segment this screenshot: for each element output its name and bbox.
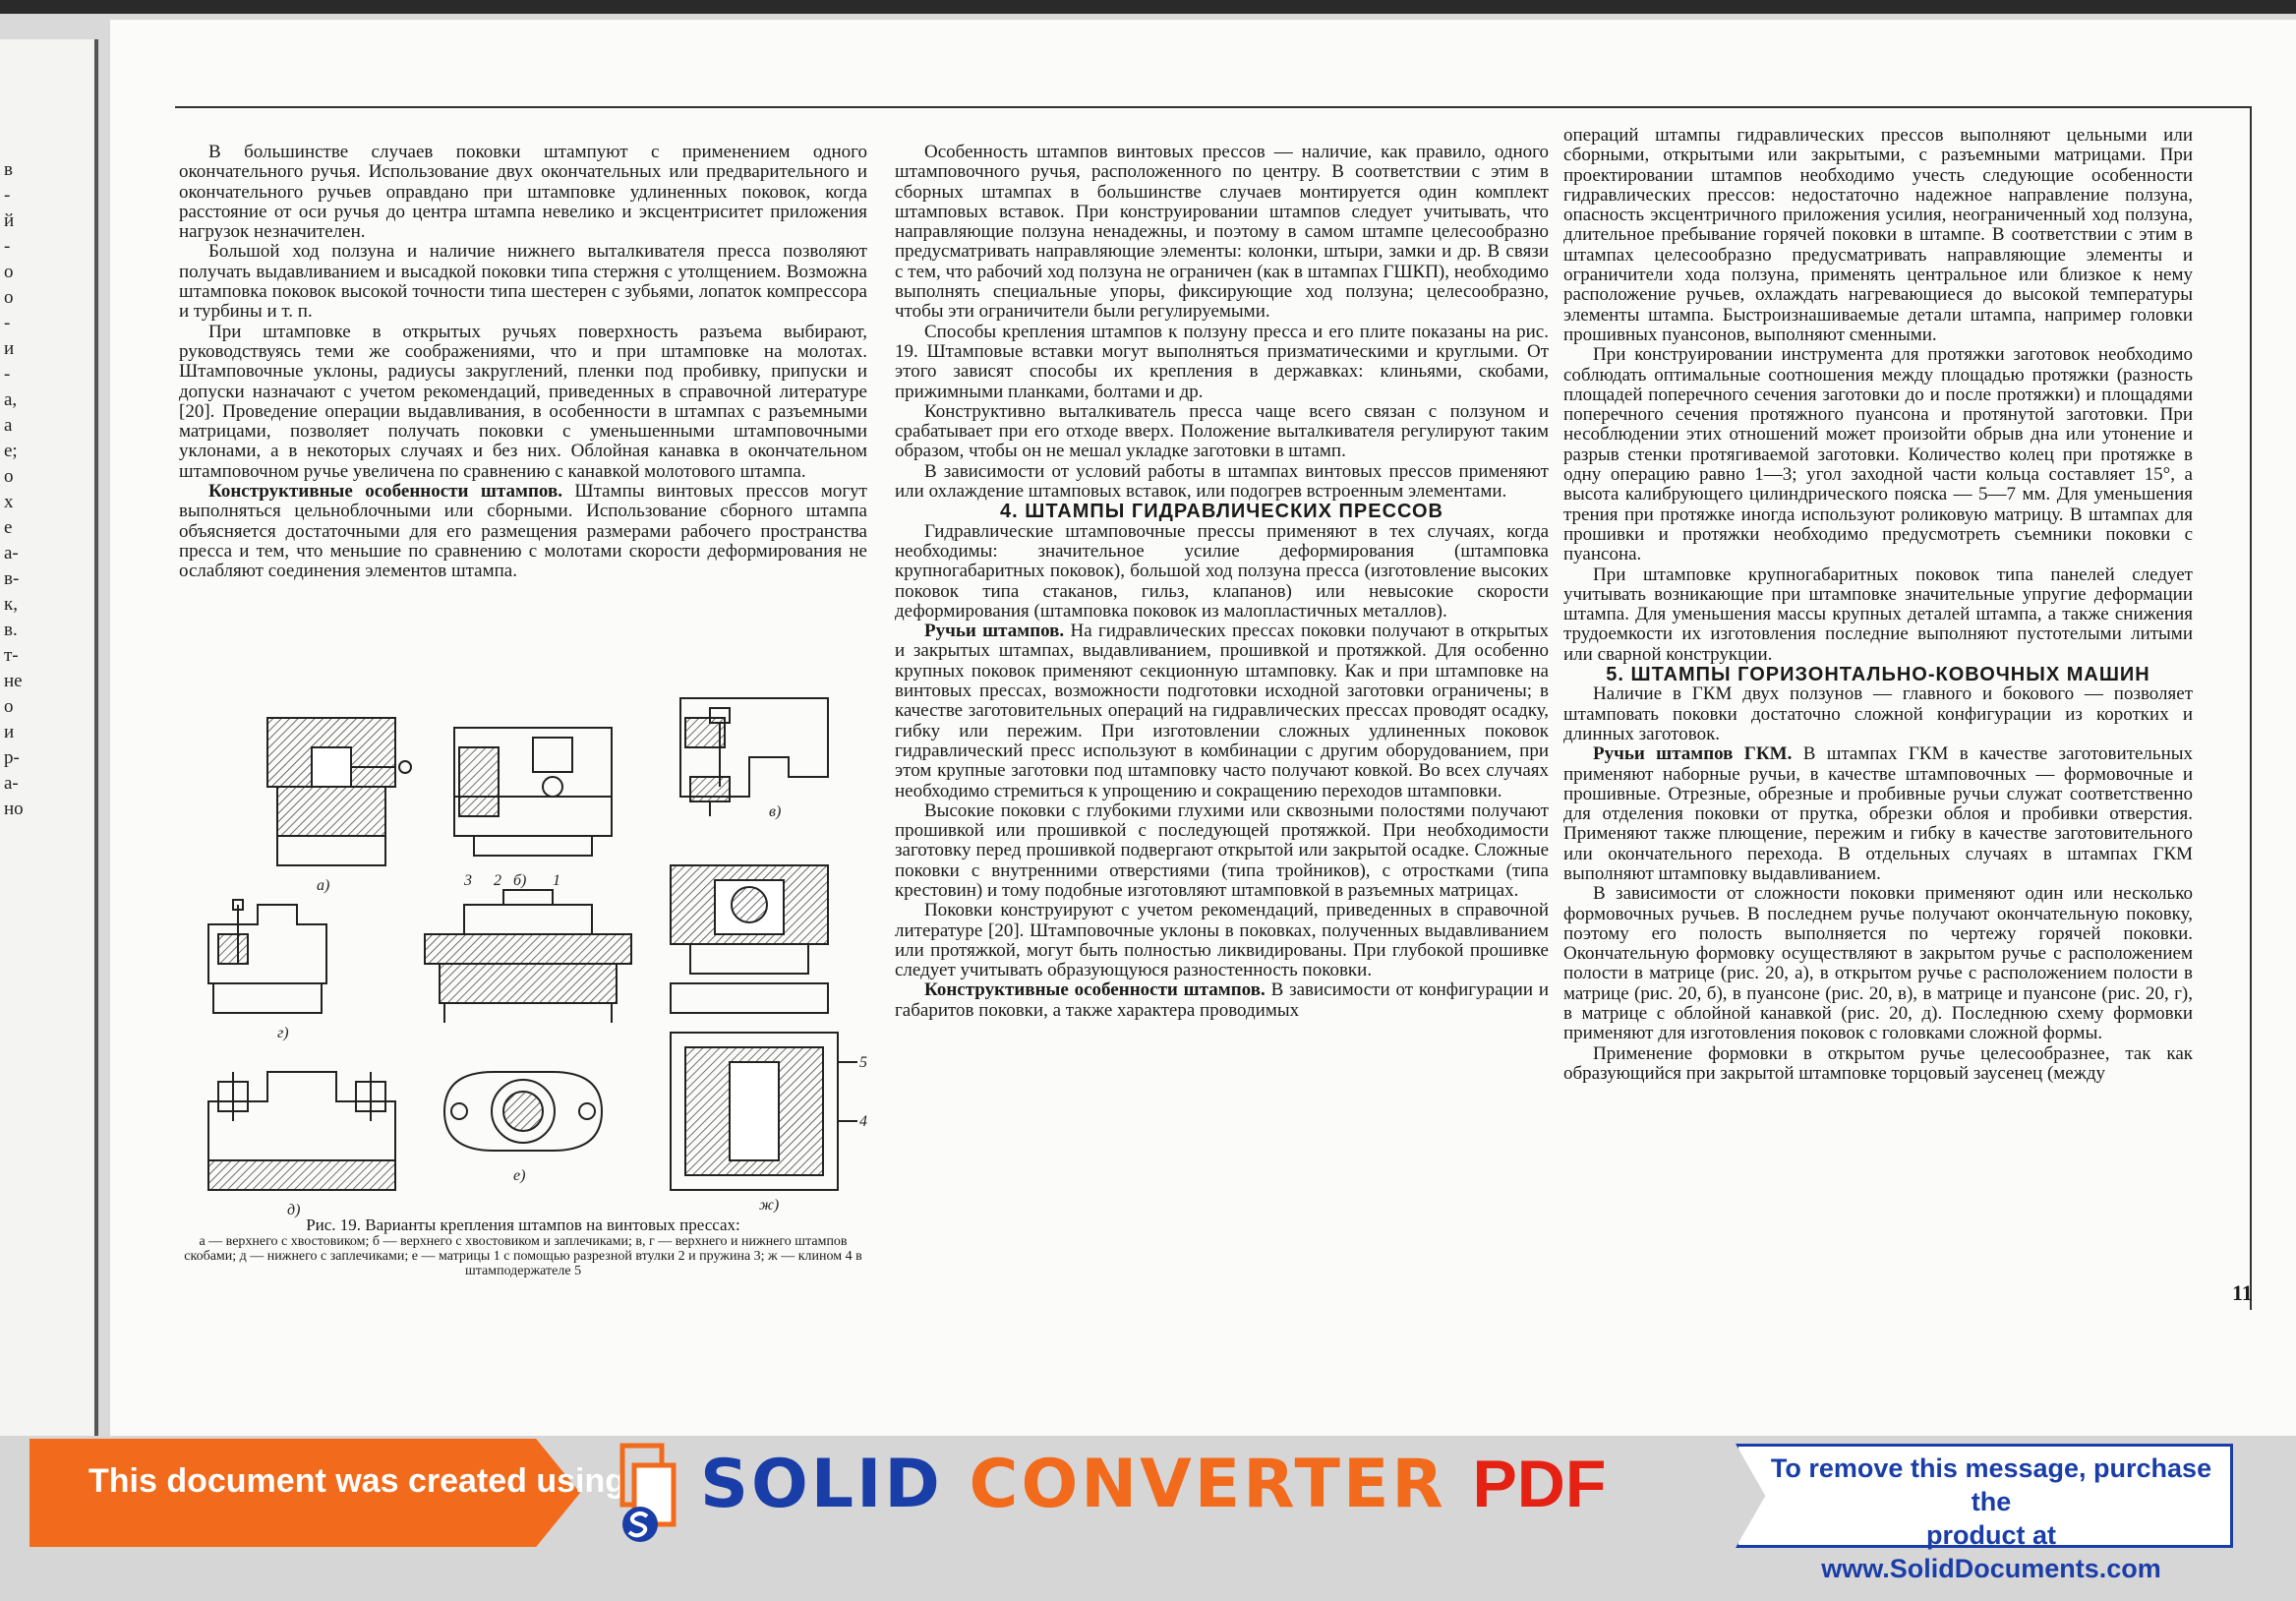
paragraph: В большинстве случаев поковки штампуют с применением одного окончательного ручья. Использование двух окончательных или предварительного и окончательного ручьев оправдано при штамповке удлиненных поковок, когда расстояние от оси ручья до центра штампа невелико и эксцентриситет приложения нагрузок незначителен. — [179, 142, 867, 243]
text-column-1 — [179, 143, 867, 582]
run-in-heading: Ручьи штампов. — [924, 621, 1065, 642]
margin-letter: к, — [4, 594, 18, 615]
scan-top-edge — [0, 0, 2296, 14]
drawing-e-plan — [444, 1072, 602, 1151]
drawing-a — [267, 718, 411, 865]
banner-created-using-text: This document was created using — [88, 1462, 626, 1500]
margin-letter: р- — [4, 747, 20, 768]
paragraph-text: На гидравлических прессах поковки получают в открытых и закрытых штампах, выдавливанием, прошивкой и протяжкой. Для особенно крупных поковок применяют секционную штамповку. Как и при штамповке на винтовых прессах, возможности подготовки исходной заготовки ограничены; в качестве заготовительных операций на гидравлических прессах проводят осадку, гибку или пережим. При изготовлении сложных удлиненных поковок гидравлический пресс используют в комбинации с другим оборудованием, при этом крупные заготовки под штамповку часто получают ковкой. Во всех случаях необходимо стремиться к упрощению и сокращению переходов штамповки. — [895, 621, 1549, 801]
paragraph — [1563, 744, 2193, 884]
run-in-heading: Конструктивные особенности штампов. — [208, 481, 562, 503]
section-heading-4: 4. ШТАМПЫ ГИДРАВЛИЧЕСКИХ ПРЕССОВ — [999, 501, 1443, 523]
solid-converter-logo-icon — [615, 1438, 683, 1546]
caption-title: Рис. 19. Варианты крепления штампов на винтовых прессах: — [306, 1216, 740, 1234]
paragraph: Поковки конструируют с учетом рекомендаций, приведенных в справочной литературе [20]. Штамповочные уклоны в поковках, полученных выдавливанием или протяжкой, могут быть полностью ликвидированы. При глубокой прошивке следует учитывать образующуюся разностенность поковки. — [895, 900, 1549, 981]
margin-letter: о — [4, 262, 14, 282]
drawing-v — [680, 698, 828, 816]
margin-letter: т- — [4, 645, 19, 666]
text-column-2 — [895, 143, 1549, 1021]
paragraph: В зависимости от условий работы в штампах винтовых прессов применяют или охлаждение штамповых вставок, или подогрев встроенным элементами. — [895, 460, 1549, 503]
paragraph: операций штампы гидравлических прессов выполняют цельными или сборными, открытыми или закрытыми, с разъемными матрицами. При проектировании штампов необходимо учесть следующие особенности гидравлических прессов: недостаточно надежное направление ползуна, опасность эксцентричного приложения усилия, неограниченный ход ползуна, длительное пребывание горячей поковки в штампе. В соответствии с этим в штампах целесообразно предусматривать направляющие элементы и ограничители хода ползуна, применять центральное или близкое к нему расположение ручьев, охлаждать нагревающиеся до высокой температуры элементы штампа. Быстроизнашиваемые детали штампа, например головки прошивных пуансонов, выполняют сменными. — [1563, 125, 2193, 345]
figure-19-caption — [179, 1217, 867, 1278]
figure-label: а) — [317, 877, 330, 894]
caption-body: а — верхнего с хвостовиком; б — верхнего с хвостовиком и заплечиками; в, г — верхнего и нижнего штампов скобами; д — нижнего с заплечиками; е — матрицы 1 с помощью разрезной втулки 2 и пружина 3; ж — клином 4 в штамподержателе 5 — [184, 1234, 862, 1278]
paragraph: Наличие в ГКМ двух ползунов — главного и бокового — позволяет штамповать поковки достаточно сложной конфигурации из коротких и длинных заготовок. — [1563, 683, 2193, 744]
drawing-d — [208, 1072, 395, 1190]
margin-letter: и — [4, 338, 15, 359]
margin-letter: - — [4, 364, 11, 385]
margin-letter: - — [4, 236, 11, 257]
figure-label: г) — [277, 1025, 289, 1041]
margin-letter: а- — [4, 773, 19, 794]
figure-label: е) — [513, 1167, 526, 1184]
margin-letter: и — [4, 722, 15, 742]
figure-label: 4 — [859, 1113, 867, 1130]
run-in-heading: Конструктивные особенности штампов. — [924, 979, 1266, 1001]
margin-letter: не — [4, 671, 23, 691]
paragraph: В зависимости от сложности поковки применяют один или несколько формовочных ручьев. В последнем ручье получают окончательную поковку, поэтому его полость выполняется по чертежу горячей поковки. Окончательную формовку осуществляют в закрытом ручье с расположением полости в матрице (рис. 20, а), в открытом ручье с расположением полости в матрице (рис. 20, б), в пуансоне (рис. 20, в), в матрице и пуансоне (рис. 20, г), в матрице с облойной канавкой (рис. 20, д). Последнюю схему формовки применяют для изготовления поковок с головками сложной формы. — [1563, 883, 2193, 1044]
margin-letter: й — [4, 210, 15, 231]
figure-label: 5 — [859, 1054, 867, 1071]
margin-letter: о — [4, 696, 14, 717]
paragraph: Применение формовки в открытом ручье целесообразнее, так как образующийся при закрытой штамповке торцовый заусенец (между — [1563, 1042, 2193, 1084]
margin-letter: в — [4, 159, 13, 180]
paragraph: Гидравлические штамповочные прессы применяют в тех случаях, когда необходимы: значительное усилие деформирования (штамповка крупногабаритных поковок), большой ход ползуна пресса (изготовление высоких поковок типа стаканов, гильз, клапанов) или невысокие скорости деформирования (штамповка поковок из малопластичных металлов). — [895, 520, 1549, 622]
paragraph — [895, 622, 1549, 801]
drawing-zh — [671, 865, 857, 1190]
paragraph: При конструировании инструмента для протяжки заготовок необходимо соблюдать оптимальные соотношения между площадью протяжки (разность площадей поперечного сечения заготовки до и после протяжки) и площадями поперечного сечения протяжного пуансона и протянутой заготовки. При несоблюдении этих отношений может произойти обрыв дна или утонение и разрыв стенки протягиваемой заготовки. Количество колец при протяжке в одну операцию равно 1—3; угол заходной части кольца составляет 15°, а высота калибрующего цилиндрического пояска — 5—7 мм. Для уменьшения трения при протяжке иногда используют роликовую матрицу. В штампах для прошивки и протяжки необходимо предусмотреть съемники поковки с пуансона. — [1563, 344, 2193, 565]
figure-label: 1 — [553, 872, 560, 889]
margin-letter: в- — [4, 568, 20, 589]
margin-letter: е — [4, 517, 13, 538]
margin-letter: в. — [4, 620, 18, 640]
paragraph: При штамповке крупногабаритных поковок типа панелей следует учитывать возникающие при штамповке значительные упругие деформации штампа. Для уменьшения массы крупных деталей штампа, а также снижения трудоемкости их изготовления последние выполняют пустотелыми литыми или сварной конструкции. — [1563, 563, 2193, 665]
paragraph: Особенность штампов винтовых прессов — наличие, как правило, одного штамповочного ручья, расположенного по центру. В соответствии с этим в сборных штампах в большинстве случаев монтируется один комплект штамповых вставок. При конструировании штампов следует учитывать, что направляющие ползуна ненадежны, и поэтому в самом штампе целесообразно предусматривать направляющие элементы: колонки, штыри, замки и др. В связи с тем, что рабочий ход ползуна не ограничен (как в штампах ГШКП), необходимо выполнять специальные упоры, фиксирующие ход ползуна; целесообразно, чтобы эти ограничители были регулируемыми. — [895, 142, 1549, 323]
figure-label: ж) — [759, 1197, 780, 1214]
margin-letter: а — [4, 415, 13, 436]
margin-letter: а, — [4, 389, 18, 410]
margin-letter: а- — [4, 543, 19, 563]
section-heading-5: 5. ШТАМПЫ ГОРИЗОНТАЛЬНО-КОВОЧНЫХ МАШИН — [1606, 664, 2150, 686]
figure-label: 2 — [494, 872, 501, 889]
page-gutter-shadow — [94, 39, 98, 1465]
page-number: 11 — [2232, 1280, 2253, 1305]
paragraph — [895, 980, 1549, 1021]
margin-letter: но — [4, 799, 24, 819]
drawing-e-section — [425, 890, 631, 1023]
margin-letter: - — [4, 313, 11, 333]
drawing-b — [454, 728, 612, 856]
margin-letter: е; — [4, 441, 18, 461]
figure-label: 3 — [464, 872, 472, 889]
margin-letter: х — [4, 492, 14, 512]
banner-brand-name — [700, 1446, 1606, 1523]
paragraph-text: Штампы винтовых прессов могут выполняться цельноблочными или сборными. Использование сборного штампа объясняется достаточными для его размещения размерами рабочего пространства пресса и тем, что меньшие по сравнению с молотами скорости деформирования не ослабляют соединения элементов штампа. — [179, 481, 867, 582]
purchase-line-2: product at www.SolidDocuments.com — [1821, 1520, 2161, 1583]
figure-label: б) — [513, 872, 527, 889]
paragraph: При штамповке в открытых ручьях поверхность разъема выбирают, руководствуясь теми же соображениями, что и при штамповке на молотах. Штамповочные уклоны, радиусы закруглений, пленки под пробивку, припуски и допуски назначают с учетом рекомендаций, приведенных в справочной литературе [20]. Проведение операции выдавливания, в особенности в штампах с разъемными матрицами, позволяет получать поковки с уменьшенными штамповочными уклонами, а в некоторых случаях и без них. Облойная канавка в окончательном штамповочном ручье увеличена по сравнению с канавкой молотового штампа. — [179, 321, 867, 482]
brand-solid: SOLID — [700, 1446, 943, 1523]
figure-19 — [179, 679, 867, 1229]
figure-label: д) — [287, 1202, 301, 1218]
run-in-heading: Ручьи штампов ГКМ. — [1593, 743, 1793, 765]
margin-letter: о — [4, 287, 14, 308]
paragraph — [179, 482, 867, 581]
brand-pdf: PDF — [1472, 1447, 1607, 1521]
margin-letter: о — [4, 466, 14, 487]
paragraph-text: В штампах ГКМ в качестве заготовительных применяют наборные ручьи, в качестве штамповочных — формовочные и прошивные. Отрезные, обрезные и пробивные ручьи служат соответственно для отделения поковки от прутка, обрезки облоя и пробивки отверстия. Применяют также плющение, пережим и гибку в качестве заготовительного или окончательного перехода. В отдельных случаях в штампах ГКМ выполняют штамповку выдавливанием. — [1563, 743, 2194, 884]
figure-19-drawing — [179, 679, 867, 1229]
margin-letter: - — [4, 185, 11, 206]
brand-converter: CONVERTER — [969, 1446, 1446, 1523]
paragraph-text: В зависимости от конфигурации и габаритов поковки, а также характера проводимых — [895, 979, 1550, 1021]
paragraph: Большой ход ползуна и наличие нижнего выталкивателя пресса позволяют получать выдавливанием и высадкой поковки типа стержня с утолщением. Возможна штамповка поковок высокой точности типа шестерен с зубьями, лопаток компрессора и турбины и т. п. — [179, 241, 867, 323]
paragraph: Способы крепления штампов к ползуну пресса и его плите показаны на рис. 19. Штамповые вставки могут выполняться призматическими и круглыми. От этого зависят способы их крепления в державках: клиньями, скобами, прижимными планками, болтами и др. — [895, 321, 1549, 402]
text-column-3 — [1563, 126, 2193, 1084]
figure-label: в) — [769, 803, 782, 820]
drawing-g — [208, 900, 326, 1013]
paragraph: Конструктивно выталкиватель пресса чаще всего связан с ползуном и срабатывает при его отходе вверх. Положение выталкивателя регулируют таким образом, чтобы он не мешал укладке заготовки в штамп. — [895, 400, 1549, 462]
previous-page-letters — [4, 157, 43, 822]
paragraph: Высокие поковки с глубокими глухими или сквозными полостями получают прошивкой или прошивкой с последующей протяжкой. При необходимости заготовку перед прошивкой подвергают открытой или закрытой осадке. Сложные поковки с внутренними отверстиями (типа тройников), с отростками (типа крестовин) и тому подобные изготовляют штамповкой в разъемных матрицах. — [895, 800, 1549, 901]
purchase-line-1: To remove this message, purchase the — [1770, 1453, 2212, 1516]
banner-purchase-link[interactable] — [1760, 1452, 2222, 1585]
